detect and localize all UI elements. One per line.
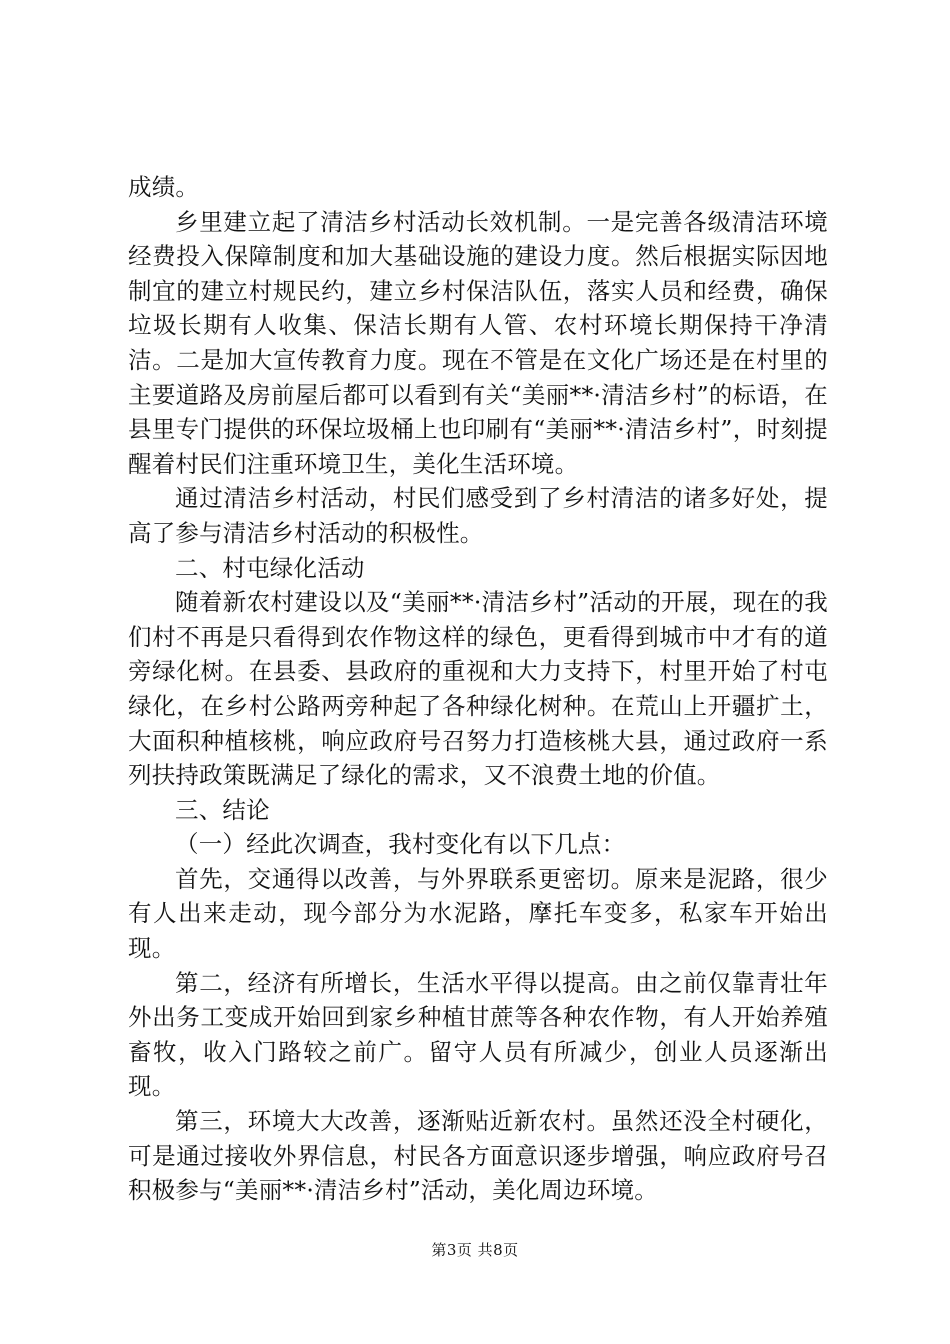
page-number: 第3页 共8页 bbox=[431, 1241, 519, 1259]
paragraph-change-environment: 第三，环境大大改善，逐渐贴近新农村。虽然还没全村硬化，可是通过接收外界信息，村民各方面意识逐步增强，响应政府号召积极参与“美丽**·清洁乡村”活动，美化周边环境。 bbox=[128, 1107, 828, 1205]
paragraph-cleaning-benefits: 通过清洁乡村活动，村民们感受到了乡村清洁的诸多好处，提高了参与清洁乡村活动的积极性。 bbox=[128, 484, 828, 547]
paragraph-change-traffic: 首先，交通得以改善，与外界联系更密切。原来是泥路，很少有人出来走动，现今部分为水泥路，摩托车变多，私家车开始出现。 bbox=[128, 864, 828, 963]
section-heading-greening: 二、村屯绿化活动 bbox=[175, 553, 365, 582]
subsection-heading-changes: （一）经此次调查，我村变化有以下几点： bbox=[175, 830, 626, 859]
paragraph-greening: 随着新农村建设以及“美丽**·清洁乡村”活动的开展，现在的我们村不再是只看得到农作物这样的绿色，更看得到城市中才有的道旁绿化树。在县委、县政府的重视和大力支持下，村里开始了村屯绿化，在乡村公路两旁种起了各种绿化树种。在荒山上开疆扩土，大面积种植核桃，响应政府号召努力打造核桃大县，通过政府一系列扶持政策既满足了绿化的需求，又不浪费土地的价值。 bbox=[128, 588, 828, 790]
document-body bbox=[128, 170, 828, 1208]
paragraph-continuation: 成绩。 bbox=[128, 173, 200, 201]
section-heading-conclusion: 三、结论 bbox=[175, 795, 270, 824]
paragraph-change-economy: 第二，经济有所增长，生活水平得以提高。由之前仅靠青壮年外出务工变成开始回到家乡种植甘蔗等各种农作物，有人开始养殖畜牧，收入门路较之前广。留守人员有所减少，创业人员逐渐出现。 bbox=[128, 968, 828, 1101]
paragraph-cleaning-mechanism: 乡里建立起了清洁乡村活动长效机制。一是完善各级清洁环境经费投入保障制度和加大基础设施的建设力度。然后根据实际因地制宜的建立村规民约，建立乡村保洁队伍，落实人员和经费，确保垃圾长期有人收集、保洁长期有人管、农村环境长期保持干净清洁。二是加大宣传教育力度。现在不管是在文化广场还是在村里的主要道路及房前屋后都可以看到有关“美丽**·清洁乡村”的标语，在县里专门提供的环保垃圾桶上也印刷有“美丽**·清洁乡村”，时刻提醒着村民们注重环境卫生，美化生活环境。 bbox=[128, 207, 828, 478]
